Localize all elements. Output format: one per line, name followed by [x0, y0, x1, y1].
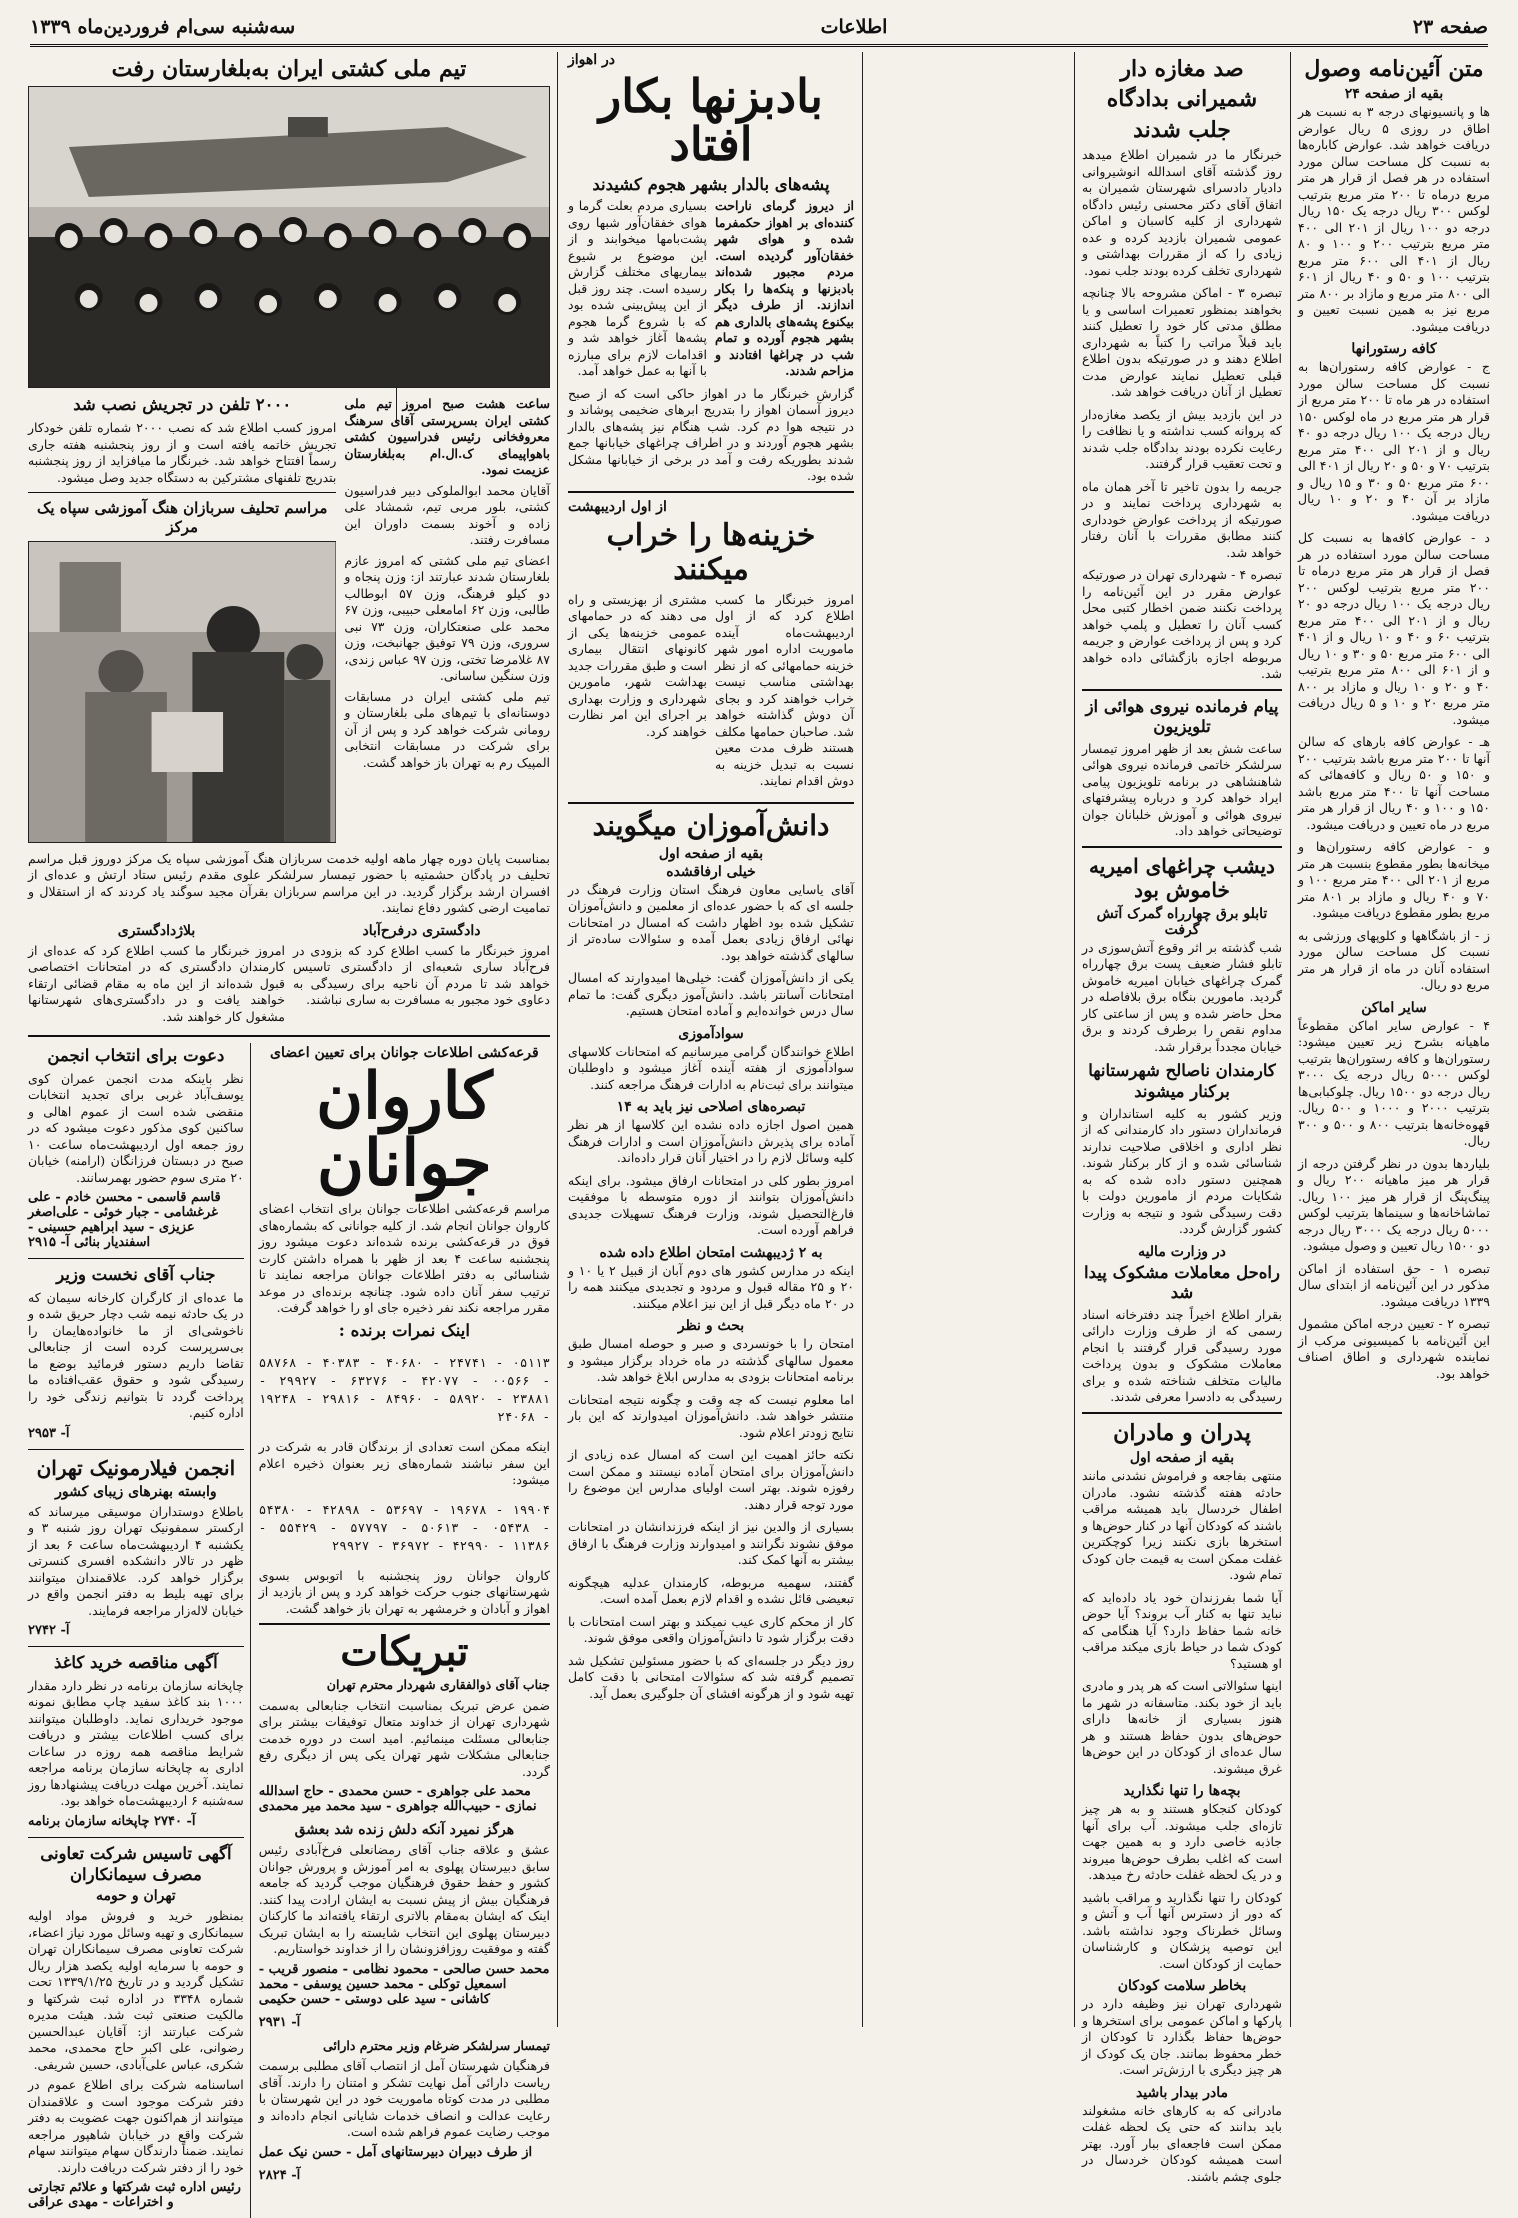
headline: آگهی تاسیس شرکت تعاونی مصرف سیمانکاران: [40, 1843, 232, 1884]
paragraph: شهرداری تهران نیز وظیفه دارد در پارکها و اماکن عمومی برای استخرها و حوض‌ها حفاظ بگذارد تا کودکان از خطر محفوظ بمانند. جان یک کودک از هر چیز دیگری با ارزش‌تر است.: [1082, 1996, 1282, 2078]
paragraph: عشق و علاقه جناب آقای رمضانعلی فرخ‌آبادی رئیس سابق دبیرستان پهلوی به امر آموزش و پرورش جوانان کشور و حفظ حقوق فرهنگیان موجب گردید که جامعه فرهنگیان بیش از پیش نسبت به ایشان ارادت پیدا کنند. اینک که ایشان به‌مقام بالاتری ارتقاء یافته‌اند ما کارکنان دبیرستان پهلوی این انتخاب شایسته را به ایشان تبریک گفته و موفقیت روزافزونشان را از خداوند خواستاریم.: [258, 1842, 550, 1957]
paragraph: مشتری از بهزیستی و راه می دهند که در حمامهای عمومی خزینه‌ها یکی از کانونهای انتقال بیماری است و طبق مقررات جدید بهداشت شهر، مامورین شهرداری و وزارت بهداری بر اجرای این امر نظارت خواهند کرد.: [568, 591, 707, 739]
paragraph: آقایان محمد ابوالملوکی دبیر فدراسیون کشتی، بلور مربی تیم، شمشاد علی زاده و آخوند بسمت داوران این مسافرت رفتند.: [344, 482, 550, 548]
kicker: در وزارت مالیه: [1138, 1243, 1226, 1260]
paragraph: ج - عوارض کافه رستوران‌ها به نسبت کل مساحت سالن مورد استفاده در هر ماه تا ۲۰۰ متر مربع از قرار هر متر مربع در ماه لوکس ۱۵۰ ریال درجه یک ۱۰۰ ریال درجه دو ۴۰ ریال و از ۲۰۱ الی ۴۰۰ متر مربع بترتیب ۷۰ و ۵۰ و ۲۰ ریال از ۴۰۱ الی ۶۰۰ متر مربع ۵۰ و ۳۰ و ۱۵ ریال و مازاد بر آن ۴۰ و ۲۰ و ۱۰ ریال دریافت میشود.: [1298, 359, 1491, 523]
subheadline: تابلو برق چهارراه گمرک آتش گرفت: [1096, 905, 1268, 938]
paragraph: امروز بطور کلی در امتحانات ارفاق میشود. برای اینکه دانش‌آموزان بتوانند از دوره متوسطه با موفقیت فارغ‌التحصیل شوند، وزارت فرهنگ تسهیلات جدیدی فراهم آورده است.: [568, 1172, 854, 1238]
paragraph: تیم ملی کشتی ایران در مسابقات دوستانه‌ای با تیم‌های ملی بلغارستان و رومانی شرکت خواهد کرد و پس از آن برای شرکت در مسابقات انتخابی المپیک رم به تهران باز خواهد گشت.: [344, 688, 550, 770]
paragraph: ها و پانسیونهای درجه ۳ به نسبت هر اطاق در روزی ۵ ریال عوارض دریافت خواهد شد. عوارض کاباره‌ها به نسبت کل مساحت سالن مورد استفاده در هر فصل از قرار هر متر مربع درماه تا ۲۰۰ متر مربع بترتیب لوکس ۳۰۰ ریال درجه یک ۱۵۰ ریال درجه دو ۱۰۰ ریال از ۲۰۱ الی ۴۰۰ متر مربع بترتیب ۲۰۰ و ۱۰۰ و ۸۰ ریال از ۴۰۱ الی ۶۰۰ متر مربع بترتیب ۱۰۰ و ۵۰ و ۴۰ ریال از ۶۰۱ الی ۸۰۰ متر مربع و مازاد بر ۸۰۰ متر مربع نیز به همین نسبت تعیین و دریافت میشود.: [1298, 104, 1491, 334]
page-number: صفحه ۲۳: [1412, 16, 1488, 38]
subheading: هرگز نمیرد آنکه دلش زنده شد بعشق: [294, 1822, 515, 1839]
headline: دعوت برای انتخاب انجمن: [47, 1046, 225, 1066]
paragraph: بسیاری از والدین نیز از اینکه فرزندانشان در امتحانات موفق نشوند نگرانند و امیدوارند وزارت فرهنگ با ارفاق بیشتر به آنها کمک کند.: [568, 1519, 854, 1568]
signature: آ- ۲۷۴۰ چاپخانه سازمان برنامه: [28, 1813, 196, 1829]
paragraph: اما معلوم نیست که چه وقت و چگونه نتیجه امتحانات منتشر خواهد شد. دانش‌آموزان امیدوارند که این بار نتایج زودتر اعلام شود.: [568, 1391, 854, 1440]
headline: جناب آقای نخست وزیر: [56, 1265, 216, 1285]
ad-code: آ- ۲۸۲۴: [258, 2167, 301, 2183]
continued-note: بقیه از صفحه ۲۴: [1344, 86, 1444, 103]
subheading: به ۲ ژدیبهشت امتحان اطلاع داده شده: [599, 1244, 823, 1261]
paragraph: اطلاع خوانندگان گرامی میرسانیم که امتحانات کلاسهای سوادآموزی از هفته آینده آغاز میشود و داوطلبان میتوانند برای ثبت‌نام به ادارات فرهنگ مراجعه کنند.: [568, 1043, 854, 1092]
column-rule: [862, 52, 863, 2027]
oath-ceremony-photo: [28, 541, 336, 843]
paragraph: بقرار اطلاع اخیراً چند دفترخانه اسناد رسمی که از طرف وزارت دارائی مورد رسیدگی قرار گرفتند با انجام معاملات مشکوک و بدون پرداخت مالیات متخلف شناخته شده و برای رسیدگی به دادسرا معرفی شدند.: [1082, 1306, 1282, 1405]
issue-date: سه‌شنبه سی‌ام فروردین‌ماه ۱۳۳۹: [30, 16, 296, 38]
headline-oath: مراسم تحلیف سربازان هنگ آموزشی سپاه یک مرکز: [36, 499, 328, 536]
paper-name: اطلاعات: [820, 16, 888, 38]
paragraph: د - عوارض کافه‌ها به نسبت کل مساحت سالن مورد استفاده در هر فصل از قرار هر متر مربع درماه تا ۲۰۰ متر مربع بترتیب لوکس ۲۰۰ ریال درجه یک ۱۰۰ ریال درجه دو ۲۰ ریال و از ۲۰۱ الی ۴۰۰ متر مربع بترتیب ۶۰ و ۴۰ و ۱۰ ریال و از ۴۰۱ الی ۶۰۰ متر مربع ۵۰ و ۳۰ و ۱۰ ریال و از ۶۰۱ الی ۸۰۰ متر مربع بترتیب ۴۰ و ۲۰ و ۱۰ ریال و مازاد بر ۸۰۰ متر مربع ۲۰ و ۱۰ و ۵ ریال دریافت میشود.: [1298, 530, 1491, 727]
ad-code: آ- ۲۷۴۲: [28, 1623, 70, 1639]
signature: قاسم قاسمی - محسن خادم - علی غرغشامی - جبار خوئی - علی‌اصغر عزیزی - سید ابراهیم حسینی - اسفندیار بنائی آ- ۲۹۱۵: [28, 1190, 221, 1251]
paragraph: تیمسار سرلشکر ضرغام وزیر محترم دارائی: [322, 2037, 550, 2053]
headline-bathhouse: خزینه‌ها را خراب میکنند: [606, 517, 816, 588]
paragraph: تبصره ۴ - شهرداری تهران در صورتیکه عوارض مقرر در این آئین‌نامه را پرداخت نکنند ضمن اخطار کتبی محل کسب آنان را تعطیل و پلمپ خواهد کرد و پس از پرداخت عوارض و جریمه مربوطه اجازه بازگشائی داده خواهد شد.: [1082, 567, 1282, 682]
paragraph: کودکان را تنها نگذارید و مراقب باشید که دور از دسترس آنها آب و آتش و وسائل خطرناک وجود نداشته باشد. این توصیه پزشکان و کارشناسان حمایت از کودکان است.: [1082, 1889, 1282, 1971]
column-rule: [1074, 52, 1075, 2027]
paragraph: روز دیگر در جلسه‌ای که با حضور مسئولین تشکیل شد تصمیم گرفته شد که سئوالات امتحانی با دقت کامل تهیه شود و از هرگونه افشای آن جلوگیری بعمل آید.: [568, 1652, 854, 1701]
paragraph: بلیارد‌ها بدون در نظر گرفتن درجه از قرار هر میز ماهیانه ۲۰۰ ریال و پینگ‌پنگ از قرار هر میز ۱۰۰ ریال. تماشاخانه‌ها و سینماها بترتیب لوکس ۵۰۰۰ ریال درجه یک ۳۰۰۰ ریال درجه دو ۱۵۰۰ ریال تعیین و وصول میشود.: [1298, 1155, 1491, 1254]
headline-congratulations: تبریکات: [340, 1628, 469, 1676]
kicker: در اهواز: [568, 52, 616, 68]
paragraph: تبصره ۳ - اماکن مشروحه بالا چنانچه بخواهند بمنظور تعمیرات اساسی و یا مطلق مدتی کار خود را تعطیل کنند باید قبلاً مراتب را کتباً به شهرداری اطلاع دهند و در صورتیکه بدون اطلاع قبلی تعطیل نمایند عوارض مدت تعطیل از آنان دریافت خواهد شد.: [1082, 285, 1283, 400]
headline: شمیرانی بدادگاه: [1106, 86, 1258, 113]
photo-caption: ساعت هشت صبح امروز تیم ملی کشتی ایران بسرپرستی آقای سرهنگ معروفخانی رئیس فدراسیون کشتی باهواپیمای ک.ال.ام به‌بلغارستان عزیمت نمود.: [344, 396, 550, 478]
paragraph: امروز خبرنگار ما کسب اطلاع کرد که بزودی در فرح‌آباد ساری شعبه‌ای از دادگستری تاسیس خواهد شد تا مردم آن ناحیه برای رسیدگی به دعاوی خود مجبور به مسافرت به ساری نباشند.: [293, 942, 550, 1008]
paragraph: امروز خبرنگار ما کسب اطلاع کرد که از اول اردیبهشت‌ماه آینده ماموریت اداره امور شهر خزینه حمامهائی که از نظر بهداشتی مناسب نیست خراب خواهند کرد و بجای آن دوش گذاشته خواهد شد. صاحبان حمامها مکلف هستند ظرف مدت معین نسبت به تبدیل خزینه به دوش اقدام نمایند.: [715, 591, 854, 789]
paragraph: و - عوارض کافه رستوران‌ها و میخانه‌ها بطور مقطوع بنسبت هر متر مربع از ۲۰۱ الی ۴۰۰ متر مربع ۱۰۰ و ۷۰ و ۴۰ ریال و مازاد بر ۸۰۱ متر مربع بطور مقطوع دریافت میشود.: [1298, 839, 1490, 921]
column-two: [1082, 52, 1283, 2184]
paragraph: در این بازدید بیش از یکصد مغازه‌دار که پروانه کسب نداشته و یا نظافت را رعایت نکرده بودند بدادگاه جلب شدند و تحت تعقیب قرار گرفتند.: [1082, 406, 1282, 472]
headline: متن آئین‌نامه وصول: [1304, 56, 1484, 82]
paragraph: ضمن عرض تبریک بمناسبت انتخاب جنابعالی به‌سمت شهرداری تهران از خداوند متعال توفیقات بیشتر برای جنابعالی مسئلت مینمائیم. امید است در دوره خدمت جنابعالی مشکلات شهر تهران یکی پس از دیگری رفع گردد.: [258, 1697, 550, 1779]
paragraph: از دیروز گرمای ناراحت کننده‌ای بر اهواز حکمفرما شده و هوای شهر خفقان‌آور گردیده است. مردم مجبور شده‌اند بادبزنها و پنکه‌ها را بکار اندازند. از طرف دیگر بیکنوع پشه‌های بالداری هم بشهر هجوم آورده و تمام شب در چراغها افتادند و مزاحم شدند.: [715, 198, 854, 379]
paragraph: تبصره ۱ - حق استفاده از اماکن مذکور در این آئین‌نامه از ابتدای سال ۱۳۳۹ دریافت میشود.: [1298, 1260, 1490, 1309]
paragraph: چاپخانه سازمان برنامه در نظر دارد مقدار ۱۰۰۰ بند کاغذ سفید چاپ مطابق نمونه موجود خریداری نماید. داوطلبان میتوانند برای کسب اطلاعات بیشتر و دریافت شرایط مناقصه همه روزه در ساعات اداری به چاپخانه سازمان برنامه مراجعه نمایند. آخرین مهلت دریافت پیشنهادها روز سه‌شنبه ۶ اردیبهشت‌ماه خواهد بود.: [28, 1677, 244, 1809]
paragraph: گفتند، سهمیه مربوطه، کارمندان عدلیه هیچگونه تبعیضی قائل نشده و اقدام لازم بعمل آمده است.: [568, 1574, 854, 1607]
subheading: بخاطر سلامت کودکان: [1117, 1978, 1247, 1995]
photo-graphic: [29, 87, 549, 387]
headline-fans: بادبزنها بکار افتاد: [599, 69, 823, 172]
subheading: کافه رستورانها: [1351, 341, 1437, 358]
continued-note: بقیه از صفحه اول: [1129, 1450, 1235, 1467]
headline-phones: ۲۰۰۰ تلفن در تجریش نصب شد: [73, 395, 292, 415]
signature: محمد حسن صالحی - محمود نظامی - منصور قریب - اسمعیل توکلی - محمد حسین یوسفی - محمد کاشانی - سید علی دوستی - حسن حکیمی: [258, 1961, 550, 2007]
page-header: [30, 14, 1488, 47]
subheadline: تهران و حومه: [96, 1888, 176, 1905]
headline: آگهی مناقصه خرید کاغذ: [54, 1653, 218, 1673]
subheading: مادر بیدار باشید: [1135, 2084, 1229, 2101]
ad-code: آ- ۲۹۳۱: [258, 2014, 301, 2030]
article-regulation: [1298, 52, 1490, 2027]
ad-code: آ- ۲۹۵۳: [28, 1425, 70, 1441]
headline: پیام فرمانده نیروی هوائی از تلویزیون: [1085, 696, 1279, 737]
kicker: از اول اردیبهشت: [568, 498, 667, 515]
photo-graphic: [29, 542, 335, 842]
column-four: [28, 52, 551, 2211]
headline: جلب شدند: [1133, 116, 1231, 143]
paragraph: وزیر کشور به کلیه استانداران و فرمانداران دستور داد کارمندانی که از نظر اداری و اخلاقی صلاحیت ندارند شناسائی شده و از کار برکنار شوند. همچنین دستور داده شده که به شکایات مردم از مامورین دولت با دقت رسیدگی شود و نتیجه به وزارت کشور گزارش گردد.: [1082, 1105, 1282, 1237]
headline: دادگستری درفرح‌آباد: [362, 922, 481, 939]
paragraph: اینها سئوالاتی است که هر پدر و مادری باید از خود بکند. متاسفانه در شهر ما هنوز بسیاری از خانه‌ها دارای حوض‌های بدون حفاظ هستند و هر سال عده‌ای از کودکان در این حوض‌ها غرق میشوند.: [1082, 1678, 1282, 1776]
paragraph: ۴ - عوارض سایر اماکن مقطوعاً ماهیانه بشرح زیر تعیین میشود: رستوران‌ها و کافه رستوران‌ها بترتیب لوکس ۵۰۰۰ ریال درجه یک ۳۰۰۰ ریال درجه دو ۱۵۰۰ ریال. چلوکبابی‌ها بترتیب ۲۰۰۰ و ۱۰۰۰ و ۵۰۰ ریال. قهوه‌خانه‌ها بترتیب ۸۰۰ و ۵۰۰ و ۳۰۰ ریال.: [1298, 1017, 1491, 1149]
signature: رئیس اداره ثبت شرکتها و علائم تجارتی و اختراعات - مهدی عراقی: [28, 2180, 241, 2211]
paragraph: منتهی بفاجعه و فراموش نشدنی مانند حادثه هفته گذشته نشود. مادران اطفال خردسال باید همیشه مراقب باشند که کودکان آنها در کنار حوض‌ها و استخرها بازی نکنند زیرا کوچکترین غفلت ممکن است به قیمت جان کودک تمام شود.: [1082, 1468, 1282, 1583]
paragraph: مراسم قرعه‌کشی اطلاعات جوانان برای انتخاب اعضای کاروان جوانان انجام شد. از کلیه جوانانی که بشماره‌های فوق در قرعه‌کشی برنده شده‌اند دعوت میشود روز پنجشنبه ساعت ۴ بعد از ظهر با همراه داشتن کارت شناسائی به دفتر اطلاعات جوانان مراجعه نمایند تا ترتیب سفر آنان داده شود. چنانچه برنده‌ای در موعد مقرر مراجعه نکند نفر ذخیره جای او را خواهد گرفت.: [258, 1201, 550, 1316]
subheadline: وابسته بهنرهای زیبای کشور: [55, 1483, 217, 1500]
column-rule: [1290, 52, 1291, 2027]
paragraph: نظر باینکه مدت انجمن عمران کوی یوسف‌آباد غربی برای تجدید انتخابات منقضی شده است از عموم اهالی و ساکنین کوی مذکور دعوت میشود که در روز جمعه اول اردیبهشت‌ماه ساعت ۱۰ صبح در دبستان فرزانگان (ارامنه) خیابان ۲۰ متری سوم حضور بهمرسانند.: [28, 1070, 244, 1185]
paragraph: آیا شما بفرزندان خود یاد داده‌اید که نباید تنها به کنار آب بروند؟ آیا حوض خانه شما حفاظ دارد؟ آیا هنگامی که کودک شما در حیاط بازی میکند مراقب او هستید؟: [1082, 1589, 1282, 1671]
continued-note: بقیه از صفحه اول: [658, 845, 764, 862]
headline: راه‌حل معاملات مشکوک پیدا شد: [1084, 1262, 1280, 1303]
subheading: سوادآموزی: [678, 1025, 744, 1042]
paragraph: گزارش خبرنگار ما در اهواز حاکی است که از صبح دیروز آسمان اهواز را بتدریج ابرهای ضخیمی پوشاند و در نتیجه هوا دم کرد. شب هنگام نیز پشه‌های بالدار بشهر هجوم آوردند و در اطراف چراغهای خیابانها جمع شدند بطوریکه رفت و آمد در برخی از خیابانها مشکل شده بود.: [568, 385, 854, 484]
paragraph: امروز خبرنگار ما کسب اطلاع کرد که عده‌ای از کارمندان دادگستری که در امتحانات اختصاصی قبول شده‌اند از این ماه به مقام قضائی ارتقاء خواهند یافت و در دادگستری‌های شهرستانها مشغول کار خواهند شد.: [28, 942, 285, 1024]
signature: محمد علی جواهری - حسن محمدی - حاج اسدالله نمازی - حبیب‌الله جواهری - سید محمد میر محمدی: [258, 1784, 537, 1815]
column-rule: [557, 52, 558, 2027]
paragraph: باطلاع دوستداران موسیقی میرساند که ارکستر سمفونیک تهران روز شنبه ۳ و یکشنبه ۴ اردیبهشت‌ماه ساعت ۶ بعد از ظهر در تالار دانشکده افسری کنسرتی برگزار خواهد کرد. علاقمندان میتوانند برای تهیه بلیط به دفتر انجمن واقع در خیابان لاله‌زار مراجعه فرمایند.: [28, 1503, 244, 1618]
paragraph: اینکه در مدارس کشور های دوم آبان از قبیل ۲ یا ۱۰ و ۲۰ و ۲۵ مقاله قبول و مردود و تجدیدی میکنند همه را در ۲۰ ماه دیگر قبل از این نیز اعلام میکنند.: [568, 1262, 855, 1311]
subheadline: پشه‌های بالدار بشهر هجوم کشیدند: [592, 174, 830, 194]
paragraph: بسیاری مردم بعلت گرما و هوای خفقان‌آور شبها روی پشت‌بامها میخوابند و از این موضوع بر شیوع بیماریهای مختلف گزارش رسیده است. چند روز قبل از این پیش‌بینی شده بود که با شروع گرما هجوم پشه‌ها آغاز خواهد شد و اقدامات لازم برای مبارزه با آنها به عمل خواهد آمد.: [568, 198, 707, 379]
photo-caption: بمناسبت پایان دوره چهار ماهه اولیه خدمت سربازان هنگ آموزشی سپاه یک مرکز دوروز قبل مراسم تحلیف در پادگان حشمتیه با حضور تیمسار سرلشکر علوی مقدم رئیس ستاد ارتش و عده‌ای از افسران ارشد برگزار گردید. در این مراسم سربازان بقرآن مجید سوگند یاد کردند که از استقلال و تمامیت ارضی کشور دفاع نمایند.: [28, 850, 550, 916]
paragraph: هـ - عوارض کافه بارهای که سالن آنها تا ۲۰۰ متر مربع باشد بترتیب ۲۰۰ و ۱۵۰ و ۵۰ ریال و کافه‌هائی که مساحت آنها تا ۴۰۰ متر مربع باشد ۱۵۰ و ۱۰۰ و ۴۰ ریال از قرار هر متر مربع در ماه تعیین و دریافت میشود.: [1298, 734, 1491, 832]
headline-caravan: کاروان جوانان: [316, 1059, 493, 1202]
paragraph: جریمه را بدون تاخیر تا آخر همان ماه به شهرداری پرداخت نمایند و در صورتیکه از پرداخت عوارض خودداری کنند مطابق مقررات با آنان رفتار خواهد شد.: [1082, 478, 1282, 560]
column-three: [568, 52, 854, 2027]
paragraph: فرهنگیان شهرستان آمل از انتصاب آقای مطلبی برسمت ریاست دارائی آمل نهایت تشکر و امتنان را دارند. آقای مطلبی در مدت کوتاه ماموریت خود در این شهرستان با رعایت عدالت و انصاف خدمات شایانی انجام داده‌اند و موجب رضایت عموم فراهم شده است.: [258, 2058, 550, 2140]
winning-numbers: ۰۵۱۱۳ - ۲۴۷۴۱ - ۴۰۶۸۰ - ۴۰۳۸۳ - ۵۸۷۶۸ - ۰۰۵۶۶ - ۴۲۰۷۷ - ۶۳۲۷۶ - ۲۹۹۲۷ - ۲۳۸۸۱ - ۵۸۹۲۰ - ۸۴۹۶۰ - ۲۹۸۱۶ - ۱۹۲۴۸ - ۲۴۰۶۸: [258, 1355, 551, 1425]
paragraph: اعضای تیم ملی کشتی که امروز عازم بلغارستان شدند عبارتند از: وزن پنجاه و دو کیلو فرهنگ، وزن ۵۷ ابوطالب طالبی، وزن ۶۲ امامعلی حبیبی، وزن ۶۷ محمد علی صنعتکاران، وزن ۷۳ نبی سروری، وزن ۷۹ توفیق جهانبخت، وزن ۸۷ غلامرضا تختی، وزن ۹۷ عباس زندی، وزن سنگین ساسانی.: [344, 552, 551, 684]
paragraph: امروز کسب اطلاع شد که نصب ۲۰۰۰ شماره تلفن خودکار تجریش خاتمه یافته است و از روز پنجشنبه هفته جاری رسماً افتتاح خواهد شد. خبرنگار ما میافزاید از روز پنجشنبه بتدریج تلفنهای مشترکین به دستگاه جدید وصل میشود.: [28, 420, 337, 485]
subheading: سایر اماکن: [1361, 999, 1427, 1016]
subheading: بچه‌ها را تنها نگذارید: [1123, 1783, 1241, 1800]
headline: صد مغازه دار: [1120, 56, 1244, 82]
subheading: خیلی ارفاقشده: [666, 863, 756, 880]
paragraph: ما عده‌ای از کارگران کارخانه سیمان که در یک حادثه نیمه شب دچار حریق شده و ناخوشی‌ای از ما خانواده‌هایمان را بی‌سرپرست کرده است از جنابعالی تقاضا داریم دستور فرمائید بوضع ما رسیدگی شود و حقوق عقب‌افتاده ما پرداخت گردد تا بتوانیم زندگی خود را اداره کنیم.: [28, 1289, 244, 1421]
paragraph: تبصره ۲ - تعیین درجه اماکن مشمول این آئین‌نامه با کمیسیونی مرکب از نماینده شهرداری و اطاق اصناف خواهد بود.: [1298, 1316, 1490, 1381]
paragraph: همین اصول اجازه داده نشده این کلاسها از هر نظر آماده برای پذیرش دانش‌آموزان است و ادارات فرهنگ کلیه وسائل لازم را در اختیار آنان قرار داده‌اند.: [568, 1117, 854, 1166]
paragraph: مادرانی که به کارهای خانه مشغولند باید بدانند که حتی یک لحظه غفلت ممکن است فاجعه‌ای ببار آورد. بهتر است همیشه کودکان خردسال در جلوی چشم باشند.: [1082, 2102, 1282, 2184]
subheading: تبصره‌های اصلاحی نیز باید به ۱۴: [616, 1099, 806, 1116]
reserve-numbers: ۱۹۹۰۴ - ۱۹۶۷۸ - ۵۳۶۹۷ - ۴۲۸۹۸ - ۵۴۳۸۰ - ۰۵۴۳۸ - ۵۰۶۱۳ - ۵۷۷۹۷ - ۵۵۴۲۹ - ۱۱۳۸۶ - ۴۲۹۹۰ - ۳۶۹۷۲ - ۲۹۹۲۷: [258, 1502, 551, 1554]
winners-heading: اینک نمرات برنده :: [338, 1320, 470, 1340]
wrestling-team-photo: [28, 86, 550, 388]
headline: انجمن فیلارمونیک تهران: [36, 1455, 236, 1480]
headline: پدران و مادران: [1113, 1419, 1251, 1446]
paragraph: شب گذشته بر اثر وقوع آتش‌سوزی در تابلو فشار ضعیف پست برق چهارراه گمرک چراغهای خیابان امیریه خاموش گردید. مامورین بنگاه برق بلافاصله در محل حاضر شده و پس از ساعتی کار مداوم نقص را برطرف کردند و برق خیابان مجدداً برقرار شد.: [1082, 939, 1282, 1054]
paragraph: اساسنامه شرکت برای اطلاع عموم در دفتر شرکت موجود است و علاقمندان میتوانند از هم‌اکنون جهت عضویت به دفتر شرکت واقع در خیابان شاهپور مراجعه نمایند. ضمناً دارندگان سهام میتوانند سهام خود را از دفتر شرکت دریافت دارند.: [28, 2077, 244, 2175]
paragraph: اینکه ممکن است تعدادی از برندگان قادر به شرکت در این سفر نباشند شماره‌های زیر بعنوان ذخیره اعلام میشود:: [258, 1439, 550, 1488]
paragraph: بمنظور خرید و فروش مواد اولیه سیمانکاری و تهیه وسائل مورد نیاز اعضاء، شرکت تعاونی مصرف سیمانکاران تهران و حومه با سرمایه اولیه یکصد هزار ریال تشکیل گردید و در تاریخ ۱۳۳۹/۱/۲۵ تحت شماره ۳۳۴۸ در اداره ثبت شرکتها و مالکیت صنعتی ثبت شد. هیئت مدیره شرکت عبارتند از: آقایان عبدالحسین رضوانی، علی اکبر حاج محمدی، محمد شکری، عباس علی‌آبادی، حسین شریفی.: [28, 1908, 244, 2072]
contest-kicker: قرعه‌کشی اطلاعات جوانان برای تعیین اعضای: [270, 1045, 539, 1062]
paragraph: جناب آقای ذوالفقاری شهردار محترم تهران: [326, 1677, 550, 1693]
paragraph: آقای یاسایی معاون فرهنگ استان وزارت فرهنگ در جلسه ای که با حضور عده‌ای از معلمین و دانش‌آموزان تشکیل شده بود اظهار داشت که امسال در امتحانات نهائی ارفاق زیادی بعمل آمده و سئوالات ساده‌تر از سالهای گذشته خواهد بود.: [568, 881, 854, 963]
subheading: بحث و نظر: [677, 1318, 745, 1335]
paragraph: ساعت شش بعد از ظهر امروز تیمسار سرلشکر خاتمی فرمانده نیروی هوائی شاهنشاهی در برنامه تلویزیون پیامی ایراد خواهد کرد و درباره پیشرفتهای نیروی هوائی و آموزش خلبانان جوان توضیحاتی خواهد داد.: [1082, 740, 1282, 839]
paragraph: امتحان را با خونسردی و صبر و حوصله امسال طبق معمول سالهای گذشته در ماه خرداد برگزار میشود و برنامه امتحانات بزودی به مدارس ابلاغ خواهد شد.: [568, 1336, 854, 1385]
paragraph: کاروان جوانان روز پنجشنبه با اتوبوس بسوی شهرستانهای جنوب حرکت خواهد کرد و پس از بازدید از اهواز و آبادان و خرمشهر به تهران باز خواهد گشت.: [258, 1567, 550, 1616]
headline: دیشب چراغهای امیریه خاموش بود: [1089, 853, 1275, 902]
headline: کارمندان ناصالح شهرستانها برکنار میشوند: [1088, 1061, 1276, 1102]
signature: از طرف دبیران دبیرستانهای آمل - حسن نیک عمل: [258, 2144, 533, 2160]
paragraph: یکی از دانش‌آموزان گفت: خیلی‌ها امیدوارند که امسال امتحانات آسانتر باشد. دانش‌آموز دیگری گفت: ما تمام سال درس خوانده‌ایم و آماده امتحان هستیم.: [568, 970, 854, 1019]
paragraph: نکته حائز اهمیت این است که امسال عده زیادی از دانش‌آموزان برای امتحان آماده نیستند و ممکن است رفوزه شوند. بهتر است اولیای مدارس این موضوع را مورد توجه قرار دهند.: [568, 1447, 854, 1512]
paragraph: کودکان کنجکاو هستند و به هر چیز تازه‌ای جلب میشوند. آب برای آنها جاذبه خاصی دارد و به همین جهت است که اغلب بطرف حوض‌ها میروند و در یک لحظه غفلت حادثه رخ میدهد.: [1082, 1801, 1282, 1883]
paragraph: ز - از باشگاهها و کلوپهای ورزشی به نسبت کل مساحت سالن مورد استفاده آنان در ماه از قرار هر متر مربع دو ریال.: [1298, 927, 1490, 993]
headline: بلاژدادگستری: [117, 922, 196, 939]
paragraph: خبرنگار ما در شمیران اطلاع میدهد روز گذشته آقای اسدالله انوشیروانی دادیار دادسرای شهرستان شمیران به اتفاق آقای دکتر محسنی رئیس دادگاه شهرداری از کلیه کاسبان و اماکن عمومی شمیران بازدید کرده و عده زیادی را که از مقررات بهداشتی و شهرداری تخلف کرده بودند جلب نمود.: [1082, 147, 1282, 278]
headline-wrestling: تیم ملی کشتی ایران به‌بلغارستان رفت: [111, 56, 467, 82]
headline-students: دانش‌آموزان میگویند: [592, 808, 830, 842]
paragraph: کار از محکم کاری عیب نمیکند و بهتر است امتحانات با دقت برگزار شود تا دانش‌آموزان واقعی موفق شوند.: [568, 1613, 854, 1646]
